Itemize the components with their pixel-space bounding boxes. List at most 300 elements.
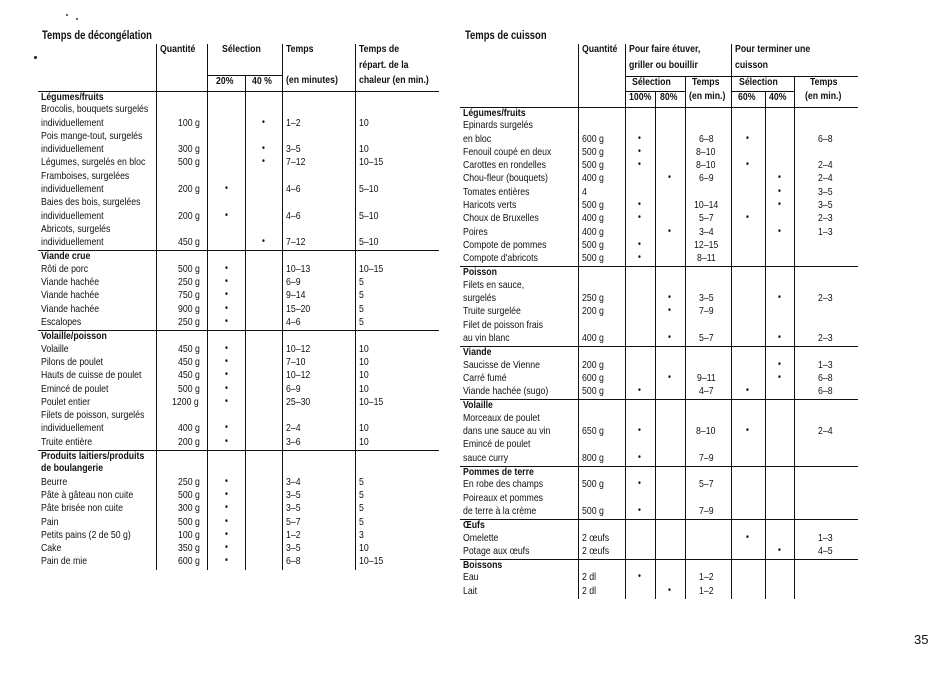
quantity-cell-empty [157,197,208,210]
selection-40-dot: • [777,359,781,370]
quantity-cell: 250 g [177,476,200,488]
table-row [460,306,858,319]
rest-time-cell: 5 [359,290,365,302]
quantity-cell: 400 g [581,226,604,238]
quantity-cell: 650 g [581,426,604,438]
finish-time-cell-empty [794,572,858,585]
rest-time-cell-empty [356,171,439,184]
time-cell-empty [685,533,731,546]
selection-80-dot-empty [655,360,685,373]
selection-60-dot-empty [731,280,765,293]
selection-60-dot-empty [731,479,765,492]
selection-100-dot-empty [625,227,655,240]
selection-80-dot-empty [655,147,685,160]
selection-60-dot-empty [731,506,765,519]
time-cell: 5–7 [699,213,714,225]
food-name: En robe des champs [463,479,544,491]
table-row [38,131,439,144]
table-row [460,453,858,466]
table-row [460,360,858,373]
quantity-cell: 250 g [581,293,604,305]
selection-40-dot-empty [245,490,282,503]
rest-time-cell: 10 [359,356,370,368]
selection-100-dot-empty [625,533,655,546]
table-row [38,410,439,423]
quantity-cell: 500 g [177,263,200,275]
page-number: 35 [914,632,929,647]
selection-40-dot-empty [245,304,282,317]
food-name: Omelette [463,532,499,544]
finish-time-cell: 2–4 [817,160,833,172]
quantity-cell-empty [578,413,625,426]
time-cell: 3–4 [699,226,714,238]
selection-60-dot-empty [731,373,765,386]
selection-40-dot: • [777,333,781,344]
time-cell: 1–2 [285,117,301,129]
quantity-cell: 2 dl [581,585,596,597]
selection-20-dot: • [224,423,228,434]
section-title: Viande crue [41,251,91,263]
time-cell: 3–5 [285,503,301,515]
col-header-temps-sub: (en minutes) [285,75,338,86]
section-header-row [460,519,858,532]
rest-time-cell: 10–15 [359,157,384,169]
quantity-cell: 500 g [581,239,604,251]
time-cell-empty [685,187,731,200]
rest-time-cell: 10–15 [359,396,384,408]
quantity-cell: 800 g [581,452,604,464]
finish-time-cell-empty [794,493,858,506]
time-cell-empty [282,410,356,423]
finish-time-cell-empty [794,506,858,519]
selection-60-dot-empty [731,200,765,213]
quantity-cell: 100 g [177,529,200,541]
table-row [460,134,858,147]
table-row [460,479,858,492]
food-name: Volaille [41,343,69,355]
selection-80-dot-empty [655,453,685,466]
food-name: Potage aux œufs [463,545,530,557]
time-cell: 5–7 [285,516,301,528]
rest-time-cell: 10 [359,383,370,395]
quantity-cell: 400 g [581,213,604,225]
food-name: Carottes en rondelles [463,160,546,172]
col-header-selection: Sélection [221,44,261,55]
table-row [460,506,858,519]
rest-time-cell: 10 [359,343,370,355]
selection-100-dot-empty [625,546,655,559]
selection-80-dot-empty [655,213,685,226]
finish-time-cell: 2–3 [817,333,833,345]
time-cell: 6–8 [285,556,301,568]
table-row [460,572,858,585]
time-cell: 2–4 [285,423,301,435]
food-name: en bloc [463,133,492,145]
time-cell-empty [685,280,731,293]
finish-time-cell-empty [794,253,858,266]
selection-20-dot-empty [207,118,245,131]
time-cell: 15–20 [285,303,310,315]
selection-40-dot-empty [245,530,282,543]
selection-60-dot-empty [731,493,765,506]
finish-time-cell: 4–5 [817,545,833,557]
col-header-80: 80% [659,91,678,103]
selection-20-dot: • [224,529,228,540]
selection-40-dot: • [777,545,781,556]
table-row [460,333,858,346]
quantity-cell: 500 g [581,200,604,212]
table-row [38,197,439,210]
time-cell-empty [282,104,356,117]
quantity-cell: 450 g [177,237,200,249]
selection-20-dot: • [224,396,228,407]
table-row [460,200,858,213]
quantity-cell: 500 g [177,516,200,528]
quantity-cell-empty [157,131,208,144]
food-name: surgelés [463,293,496,305]
table-row [38,118,439,131]
food-name: individuellement [41,237,104,249]
food-name: Filets en sauce, [463,279,525,291]
group-header-etuver: Pour faire étuver, [628,44,700,55]
finish-time-cell: 1–3 [817,359,833,371]
quantity-cell: 400 g [581,333,604,345]
selection-40-dot-empty [245,384,282,397]
selection-40-dot-empty [765,493,794,506]
selection-40-dot-empty [245,277,282,290]
table-row [38,437,439,450]
selection-40-dot-empty [765,160,794,173]
time-cell: 1–2 [699,572,714,584]
selection-20-dot-empty [207,131,245,144]
selection-60-dot: • [746,133,750,144]
rest-time-cell-empty [356,224,439,237]
food-name: Pâte brisée non cuite [41,503,124,515]
table-row [38,503,439,516]
quantity-cell: 300 g [177,144,200,156]
selection-60-dot-empty [731,306,765,319]
section-header-row [38,450,439,463]
section-header-row [460,346,858,359]
finish-time-cell-empty [794,586,858,599]
time-cell-empty [282,224,356,237]
section-header-row [460,400,858,413]
table-row [38,211,439,224]
quantity-cell-empty [157,171,208,184]
section-header-row [460,559,858,572]
cooking-table [460,44,858,599]
rest-time-cell: 10 [359,370,370,382]
table-row [460,253,858,266]
selection-60-dot-empty [731,173,765,186]
time-cell: 3–5 [285,144,301,156]
section-header-row [460,107,858,120]
rest-time-cell: 5 [359,503,365,515]
selection-60-dot: • [746,386,750,397]
selection-20-dot-empty [207,410,245,423]
selection-80-dot-empty [655,426,685,439]
food-name: Eau [463,572,479,584]
quantity-cell: 750 g [177,290,200,302]
table-row [38,224,439,237]
quantity-cell: 250 g [177,317,200,329]
selection-60-dot-empty [731,439,765,452]
selection-60-dot-empty [731,453,765,466]
quantity-cell: 100 g [177,117,200,129]
selection-40-dot-empty [765,479,794,492]
rest-time-cell: 10 [359,543,370,555]
selection-60-dot-empty [731,120,765,133]
selection-40-dot-empty [765,320,794,333]
selection-40-dot-empty [765,120,794,133]
selection-80-dot: • [668,333,672,344]
selection-40-dot-empty [245,477,282,490]
selection-40-dot-empty [245,317,282,330]
quantity-cell-empty [578,493,625,506]
selection-40-dot-empty [245,264,282,277]
food-name: Pain [41,516,59,528]
finish-time-cell-empty [794,479,858,492]
food-name: Hauts de cuisse de poulet [41,370,142,382]
table-row [460,173,858,186]
quantity-cell: 350 g [177,543,200,555]
col-header-repart-line3: chaleur (en min.) [359,75,430,86]
finish-time-cell: 3–5 [817,200,833,212]
table-row [38,144,439,157]
table-row [38,104,439,117]
selection-20-dot-empty [207,224,245,237]
quantity-cell: 400 g [581,173,604,185]
quantity-cell: 200 g [177,210,200,222]
table-row [38,423,439,436]
selection-100-dot-empty [625,439,655,452]
col-header-selection-2: Sélection [739,76,779,88]
selection-100-dot: • [638,505,642,516]
rest-time-cell-empty [356,131,439,144]
selection-60-dot-empty [731,586,765,599]
section-header-row [38,463,439,476]
left-table-title: Temps de décongélation [42,30,152,42]
selection-40-dot-empty [245,184,282,197]
food-name: Baies des bois, surgelées [41,197,141,209]
food-name: Epinards surgelés [463,120,533,132]
quantity-cell: 1200 g [172,396,199,408]
food-name: de terre à la crème [463,505,537,517]
selection-80-dot-empty [655,187,685,200]
quantity-cell: 500 g [581,505,604,517]
selection-60-dot-empty [731,293,765,306]
selection-100-dot: • [638,133,642,144]
food-name: individuellement [41,423,104,435]
selection-80-dot: • [668,173,672,184]
selection-80-dot-empty [655,240,685,253]
selection-40-dot-empty [765,306,794,319]
selection-80-dot-empty [655,546,685,559]
selection-40-dot: • [777,186,781,197]
selection-20-dot: • [224,503,228,514]
time-cell: 3–5 [285,543,301,555]
time-cell: 7–9 [699,452,714,464]
group-header-etuver-line2: griller ou bouillir [628,60,698,71]
selection-80-dot: • [668,306,672,317]
finish-time-cell-empty [794,413,858,426]
quantity-cell: 500 g [177,489,200,501]
time-cell: 7–12 [285,237,306,249]
selection-80-dot-empty [655,493,685,506]
food-name: Choux de Bruxelles [463,213,539,225]
selection-100-dot: • [638,452,642,463]
time-cell-empty [685,320,731,333]
time-cell: 8–11 [696,253,716,265]
section-header-row [38,330,439,343]
food-name: sauce curry [463,452,509,464]
selection-40-dot-empty [245,224,282,237]
table-row [460,187,858,200]
table-row [38,171,439,184]
selection-80-dot-empty [655,280,685,293]
food-name: Truite surgelée [463,306,521,318]
food-name: Filet de poisson frais [463,319,544,331]
selection-80-dot-empty [655,572,685,585]
quantity-cell: 500 g [581,253,604,265]
time-cell: 3–5 [699,293,714,305]
selection-100-dot: • [638,239,642,250]
selection-60-dot-empty [731,147,765,160]
food-name: Poireaux et pommes [463,492,544,504]
finish-time-cell: 3–5 [817,186,833,198]
selection-20-dot-empty [207,171,245,184]
food-name: Viande hachée [41,290,100,302]
table-row [460,413,858,426]
selection-100-dot-empty [625,586,655,599]
quantity-cell: 200 g [177,184,200,196]
selection-80-dot-empty [655,120,685,133]
col-header-selection: Sélection [631,76,671,88]
selection-20-dot: • [224,356,228,367]
selection-100-dot-empty [625,306,655,319]
finish-time-cell: 6–8 [817,372,833,384]
group-header-terminer-line2: cuisson [734,60,768,71]
rest-time-cell: 5–10 [359,184,379,196]
quantity-cell: 500 g [177,157,200,169]
rest-time-cell: 3 [359,529,365,541]
table-row [38,384,439,397]
quantity-cell: 2 œufs [581,532,609,544]
food-name: Morceaux de poulet [463,412,540,424]
selection-80-dot-empty [655,386,685,399]
time-cell: 5–7 [699,479,714,491]
finish-time-cell: 2–3 [817,293,833,305]
section-title: Volaille [463,400,493,412]
col-header-quantite: Quantité [581,44,617,55]
selection-40-dot: • [777,200,781,211]
food-name: individuellement [41,210,104,222]
quantity-cell: 600 g [581,133,604,145]
food-name: Poires [463,226,488,238]
col-header-60: 60% [737,91,756,103]
selection-100-dot-empty [625,320,655,333]
col-header-temps-sub-2: (en min.) [804,91,841,102]
section-header-row [38,251,439,264]
time-cell: 12–15 [693,239,718,251]
table-row [38,490,439,503]
table-row [38,290,439,303]
selection-100-dot-empty [625,373,655,386]
table-row [38,237,439,250]
time-cell: 4–7 [699,386,714,398]
selection-60-dot-empty [731,227,765,240]
selection-40-dot-empty [765,147,794,160]
finish-time-cell-empty [794,320,858,333]
section-header-row [460,466,858,479]
rest-time-cell-empty [356,104,439,117]
food-name: Tomates entières [463,186,530,198]
col-header-quantite: Quantité [160,44,196,55]
selection-100-dot: • [638,213,642,224]
table-row [38,477,439,490]
food-name: Compote d'abricots [463,253,538,265]
col-header-repart-line2: répart. de la [359,60,409,71]
table-row [460,240,858,253]
finish-time-cell-empty [794,147,858,160]
table-row [38,184,439,197]
selection-80-dot-empty [655,160,685,173]
rest-time-cell: 10–15 [359,263,384,275]
time-cell: 6–9 [285,383,301,395]
selection-60-dot-empty [731,187,765,200]
col-header-temps: Temps [285,44,314,55]
col-header-40: 40% [769,91,787,103]
defrost-table [38,44,439,570]
table-row [38,277,439,290]
time-cell-empty [685,546,731,559]
rest-time-cell: 5 [359,277,365,289]
food-name: Truite entière [41,436,93,448]
rest-time-cell: 5–10 [359,210,379,222]
selection-20-dot: • [224,210,228,221]
selection-80-dot-empty [655,134,685,147]
food-name: Fenouil coupé en deux [463,146,552,158]
selection-100-dot-empty [625,413,655,426]
food-name: Poulet entier [41,396,91,408]
table-row [460,280,858,293]
quantity-cell: 500 g [581,160,604,172]
quantity-cell-empty [578,280,625,293]
time-cell: 4–6 [285,210,301,222]
selection-20-dot: • [224,476,228,487]
selection-40-dot: • [777,293,781,304]
time-cell: 4–6 [285,317,301,329]
section-title: Viande [463,346,492,358]
selection-60-dot-empty [731,320,765,333]
section-title: Légumes/fruits [463,107,526,119]
scan-speck [34,56,37,59]
time-cell: 7–9 [699,306,714,318]
selection-60-dot: • [746,213,750,224]
time-cell: 8–10 [696,146,716,158]
selection-40-dot-empty [765,240,794,253]
selection-40-dot-empty [245,104,282,117]
selection-100-dot-empty [625,493,655,506]
selection-60-dot-empty [731,546,765,559]
rest-time-cell: 5 [359,489,365,501]
selection-100-dot-empty [625,120,655,133]
selection-60-dot-empty [731,572,765,585]
table-row [38,157,439,170]
section-title: Poisson [463,267,497,279]
food-name: Cake [41,543,62,555]
finish-time-cell-empty [794,240,858,253]
